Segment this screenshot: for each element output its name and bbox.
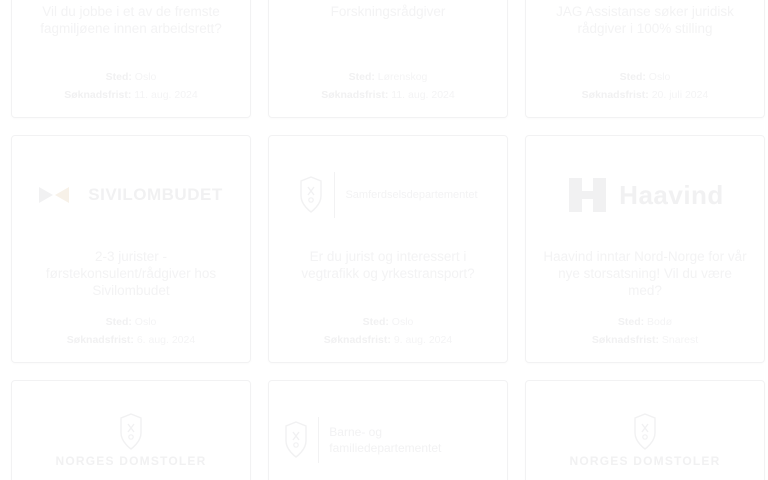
deadline-label: Søknadsfrist: bbox=[581, 89, 649, 101]
job-place-row bbox=[540, 314, 750, 330]
place-label: Sted: bbox=[105, 71, 132, 83]
job-card[interactable] bbox=[268, 135, 508, 363]
deadline-value: 20. juli 2024 bbox=[651, 89, 709, 101]
job-card[interactable] bbox=[525, 380, 765, 480]
deadline-value: Snarest bbox=[661, 334, 699, 346]
haavind-logo bbox=[566, 178, 724, 212]
place-value: Oslo bbox=[134, 316, 157, 328]
place-label: Sted: bbox=[348, 71, 375, 83]
logo-divider bbox=[334, 172, 335, 218]
haavind-mark-icon bbox=[566, 178, 610, 212]
job-title[interactable]: JAG Assistanse søker juridisk rådgiver i 100% stilling bbox=[556, 4, 734, 36]
deadline-value: 9. aug. 2024 bbox=[393, 334, 453, 346]
job-place-row bbox=[283, 69, 493, 85]
job-card[interactable] bbox=[525, 135, 765, 363]
employer-logo-area bbox=[540, 152, 750, 238]
job-deadline-row bbox=[283, 87, 493, 103]
employer-logo-area bbox=[540, 397, 750, 480]
job-meta bbox=[540, 312, 750, 348]
norwegian-coat-of-arms-icon bbox=[298, 175, 324, 215]
job-meta bbox=[26, 67, 236, 103]
employer-logo-area bbox=[26, 152, 236, 238]
job-card[interactable] bbox=[11, 135, 251, 363]
place-value: Oslo bbox=[134, 71, 157, 83]
employer-name: Haavind bbox=[619, 179, 724, 210]
place-label: Sted: bbox=[362, 316, 389, 328]
employer-logo-area bbox=[283, 152, 493, 238]
deadline-value: 11. aug. 2024 bbox=[391, 89, 455, 101]
norges-domstoler-logo bbox=[570, 412, 721, 469]
job-title[interactable]: Er du jurist og interessert i vegtrafikk og yrkestransport? bbox=[301, 249, 475, 281]
logo-divider bbox=[318, 417, 319, 463]
place-value: Oslo bbox=[648, 71, 671, 83]
deadline-label: Søknadsfrist: bbox=[66, 334, 134, 346]
job-title[interactable]: Haavind inntar Nord-Norge for vår nye storsatsning! Vil du være med? bbox=[543, 249, 747, 298]
job-card[interactable] bbox=[268, 380, 508, 480]
job-card[interactable] bbox=[525, 0, 765, 118]
deadline-label: Søknadsfrist: bbox=[64, 89, 132, 101]
job-place-row bbox=[26, 314, 236, 330]
employer-name: Barne- og familiedepartementet bbox=[329, 425, 442, 455]
norges-domstoler-logo bbox=[56, 412, 207, 469]
job-title[interactable]: 2-3 jurister - førstekonsulent/rådgiver hos Sivilombudet bbox=[45, 249, 217, 298]
job-deadline-row bbox=[26, 87, 236, 103]
deadline-value: 11. aug. 2024 bbox=[134, 89, 198, 101]
barne-og-familiedepartementet-logo bbox=[283, 417, 493, 463]
deadline-value: 6. aug. 2024 bbox=[136, 334, 196, 346]
job-meta bbox=[283, 312, 493, 348]
norwegian-coat-of-arms-icon bbox=[632, 412, 658, 452]
job-meta bbox=[283, 67, 493, 103]
place-value: Oslo bbox=[391, 316, 414, 328]
job-deadline-row bbox=[540, 332, 750, 348]
employer-logo-area bbox=[283, 397, 493, 480]
norwegian-coat-of-arms-icon bbox=[283, 420, 308, 460]
sivilombudet-logo bbox=[39, 184, 222, 206]
employer-name: NORGES DOMSTOLER bbox=[55, 453, 207, 468]
employer-name: SIVILOMBUDET bbox=[88, 185, 223, 204]
job-deadline-row bbox=[283, 332, 493, 348]
job-deadline-row bbox=[26, 332, 236, 348]
employer-logo-area bbox=[26, 397, 236, 480]
deadline-label: Søknadsfrist: bbox=[591, 334, 659, 346]
job-meta bbox=[540, 67, 750, 103]
place-value: Bodø bbox=[647, 316, 673, 328]
employer-name: Samferdselsdepartementet bbox=[345, 188, 478, 201]
job-place-row bbox=[540, 69, 750, 85]
place-label: Sted: bbox=[619, 71, 646, 83]
job-title[interactable]: Forskningsrådgiver bbox=[330, 4, 446, 19]
sivilombudet-mark-icon bbox=[39, 184, 79, 206]
job-place-row bbox=[283, 314, 493, 330]
employer-name: NORGES DOMSTOLER bbox=[569, 453, 721, 468]
job-title[interactable]: Vil du jobbe i et av de fremste fagmiljøene innen arbeidsrett? bbox=[40, 4, 222, 36]
job-deadline-row bbox=[540, 87, 750, 103]
job-card[interactable] bbox=[11, 0, 251, 118]
job-meta bbox=[26, 312, 236, 348]
samferdselsdepartementet-logo bbox=[298, 172, 477, 218]
place-label: Sted: bbox=[617, 316, 645, 328]
deadline-label: Søknadsfrist: bbox=[323, 334, 391, 346]
norwegian-coat-of-arms-icon bbox=[118, 412, 144, 452]
job-card[interactable] bbox=[11, 380, 251, 480]
job-place-row bbox=[26, 69, 236, 85]
job-card[interactable] bbox=[268, 0, 508, 118]
deadline-label: Søknadsfrist: bbox=[321, 89, 389, 101]
place-label: Sted: bbox=[105, 316, 132, 328]
place-value: Lørenskog bbox=[377, 71, 428, 83]
